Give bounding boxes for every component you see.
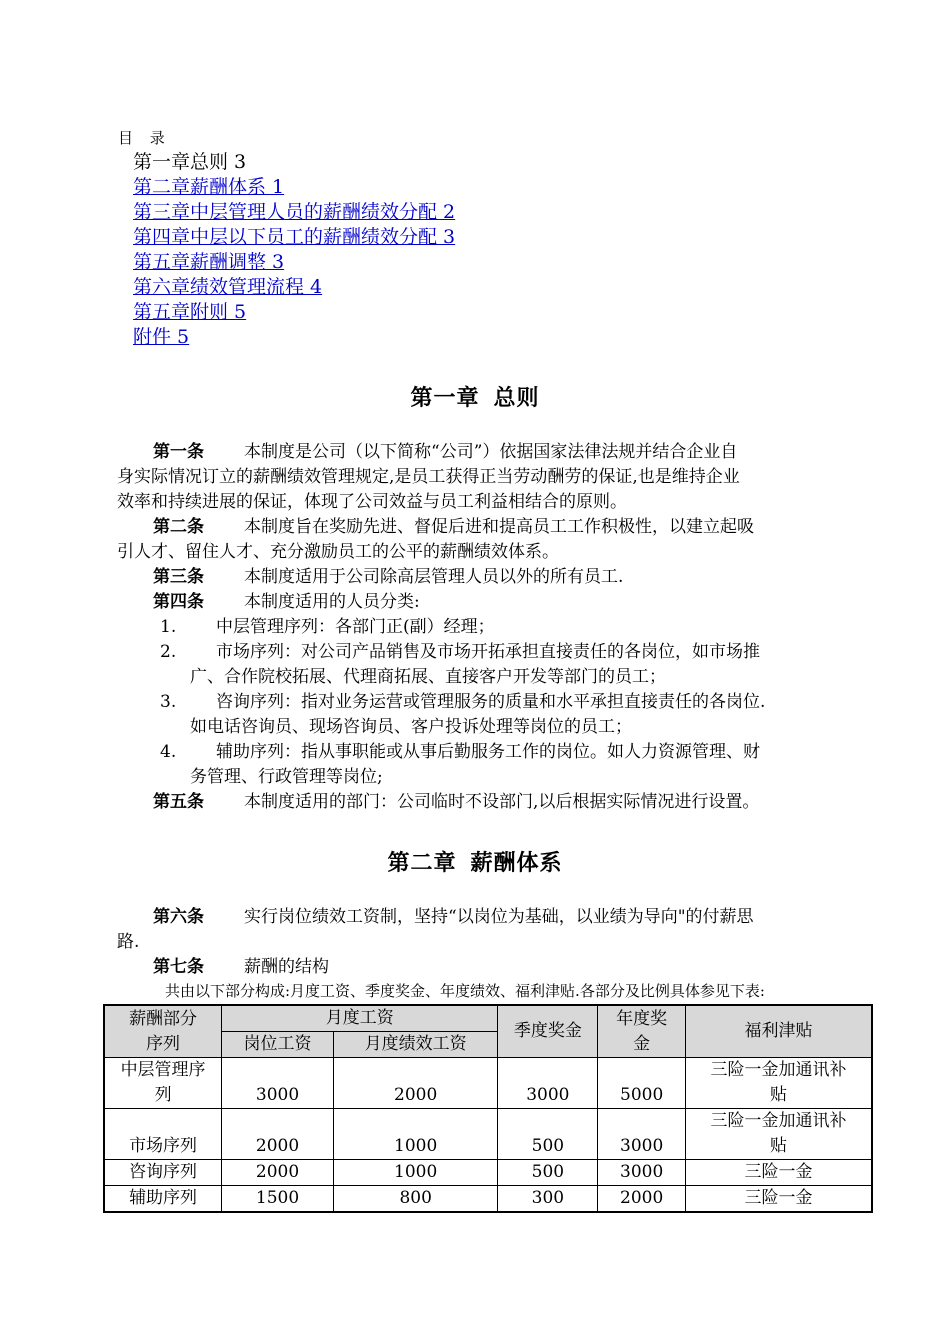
article-5 [117,790,837,815]
list-item [160,740,760,765]
article-4 [117,590,837,615]
header-post-salary: 岗位工资 [222,1032,334,1058]
chapter-2-number: 第二章 [387,850,457,876]
article-2-line-2: 引人才、留住人才、充分激励员工的公平的薪酬绩效体系。 [117,542,559,562]
header-annual-bonus: 年度奖 金 [598,1005,686,1058]
cell-welfare: 三险一金加通讯补 贴 [686,1058,872,1109]
chapter-1-number: 第一章 [410,385,480,411]
list-item [160,615,495,640]
article-6-label: 第六条 [153,907,204,927]
article-2-label: 第二条 [153,517,204,537]
cell-post-salary: 2000 [222,1160,334,1186]
header-quarterly-bonus: 季度奖金 [498,1005,598,1058]
cell-sequence: 市场序列 [104,1109,222,1160]
article-5-label: 第五条 [153,792,204,812]
list-item-number: 4. [160,742,177,762]
cell-performance-salary: 1000 [333,1160,498,1186]
toc-link-chapter-2[interactable]: 第二章薪酬体系 1 [133,176,285,198]
list-item-text: 辅助序列：指从事职能或从事后勤服务工作的岗位。如人力资源管理、财 [216,742,760,762]
cell-quarterly-bonus: 500 [498,1109,598,1160]
chapter-1-name: 总则 [493,385,540,411]
article-7-label: 第七条 [153,957,204,977]
cell-quarterly-bonus: 300 [498,1186,598,1213]
toc-item-chapter-1: 第一章总则 3 [133,151,247,173]
list-item-continuation: 务管理、行政管理等岗位; [190,767,383,787]
header-performance-salary: 月度绩效工资 [333,1032,498,1058]
article-1 [117,440,837,515]
toc-link-chapter-4[interactable]: 第四章中层以下员工的薪酬绩效分配 3 [133,226,456,248]
table-of-contents [133,150,455,350]
list-item-text: 咨询序列：指对业务运营或管理服务的质量和水平承担直接责任的各岗位. [216,692,766,712]
article-5-text: 本制度适用的部门：公司临时不设部门,以后根据实际情况进行设置。 [244,792,760,812]
table-row [104,1109,872,1160]
list-item [160,690,765,715]
toc-heading: 目 录 [118,129,171,147]
list-item-continuation: 广、合作院校拓展、代理商拓展、直接客户开发等部门的员工； [190,667,666,687]
list-item-continuation: 如电话咨询员、现场咨询员、客户投诉处理等岗位的员工； [190,717,632,737]
cell-welfare: 三险一金加通讯补 贴 [686,1109,872,1160]
toc-link-chapter-5[interactable]: 第五章薪酬调整 3 [133,251,285,273]
cell-post-salary: 2000 [222,1109,334,1160]
list-item-text: 中层管理序列：各部门正(副）经理； [216,617,495,637]
salary-structure-table [103,1004,873,1213]
header-welfare-allowance: 福利津贴 [686,1005,872,1058]
cell-performance-salary: 1000 [333,1109,498,1160]
toc-link-chapter-6[interactable]: 第六章绩效管理流程 4 [133,276,323,298]
chapter-1-title [0,381,950,412]
table-row [104,1058,872,1109]
cell-sequence: 咨询序列 [104,1160,222,1186]
article-2 [117,515,837,565]
article-7 [117,955,837,980]
cell-performance-salary: 800 [333,1186,498,1213]
cell-annual-bonus: 2000 [598,1186,686,1213]
table-row [104,1186,872,1213]
chapter-2-name: 薪酬体系 [470,850,563,876]
cell-annual-bonus: 3000 [598,1160,686,1186]
list-item-number: 2. [160,642,177,662]
article-1-label: 第一条 [153,442,204,462]
article-3-label: 第三条 [153,567,204,587]
toc-link-appendix-rules[interactable]: 第五章附则 5 [133,301,247,323]
article-1-line-1: 本制度是公司（以下简称“公司”）依据国家法律法规并结合企业自 [244,442,738,462]
cell-quarterly-bonus: 3000 [498,1058,598,1109]
article-7-text: 薪酬的结构 [244,957,329,977]
list-item-number: 1. [160,617,177,637]
header-salary-part-sequence: 薪酬部分 序列 [104,1005,222,1058]
cell-quarterly-bonus: 500 [498,1160,598,1186]
article-2-line-1: 本制度旨在奖励先进、督促后进和提高员工工作积极性，以建立起吸 [244,517,754,537]
header-monthly-salary: 月度工资 [222,1005,498,1032]
toc-link-chapter-3[interactable]: 第三章中层管理人员的薪酬绩效分配 2 [133,201,456,223]
list-item-text: 市场序列：对公司产品销售及市场开拓承担直接责任的各岗位，如市场推 [216,642,760,662]
article-3 [117,565,837,590]
cell-welfare: 三险一金 [686,1160,872,1186]
cell-sequence: 中层管理序 列 [104,1058,222,1109]
article-1-line-2: 身实际情况订立的薪酬绩效管理规定,是员工获得正当劳动酬劳的保证,也是维持企业 [117,467,740,487]
chapter-2-title [0,846,950,877]
cell-performance-salary: 2000 [333,1058,498,1109]
cell-post-salary: 1500 [222,1186,334,1213]
article-4-label: 第四条 [153,592,204,612]
cell-post-salary: 3000 [222,1058,334,1109]
cell-annual-bonus: 5000 [598,1058,686,1109]
cell-welfare: 三险一金 [686,1186,872,1213]
article-4-text: 本制度适用的人员分类: [244,592,420,612]
table-row [104,1160,872,1186]
cell-annual-bonus: 3000 [598,1109,686,1160]
article-3-text: 本制度适用于公司除高层管理人员以外的所有员工. [244,567,624,587]
list-item-number: 3. [160,692,177,712]
article-6-line-1: 实行岗位绩效工资制，坚持“以岗位为基础，以业绩为导向"的付薪思 [244,907,754,927]
table-caption: 共由以下部分构成:月度工资、季度奖金、年度绩效、福利津贴.各部分及比例具体参见下表: [165,982,765,1000]
article-6 [117,905,837,955]
toc-link-attachment[interactable]: 附件 5 [133,326,190,348]
cell-sequence: 辅助序列 [104,1186,222,1213]
article-1-line-3: 效率和持续进展的保证，体现了公司效益与员工利益相结合的原则。 [117,492,627,512]
list-item [160,640,760,665]
article-6-line-2: 路. [117,932,140,952]
